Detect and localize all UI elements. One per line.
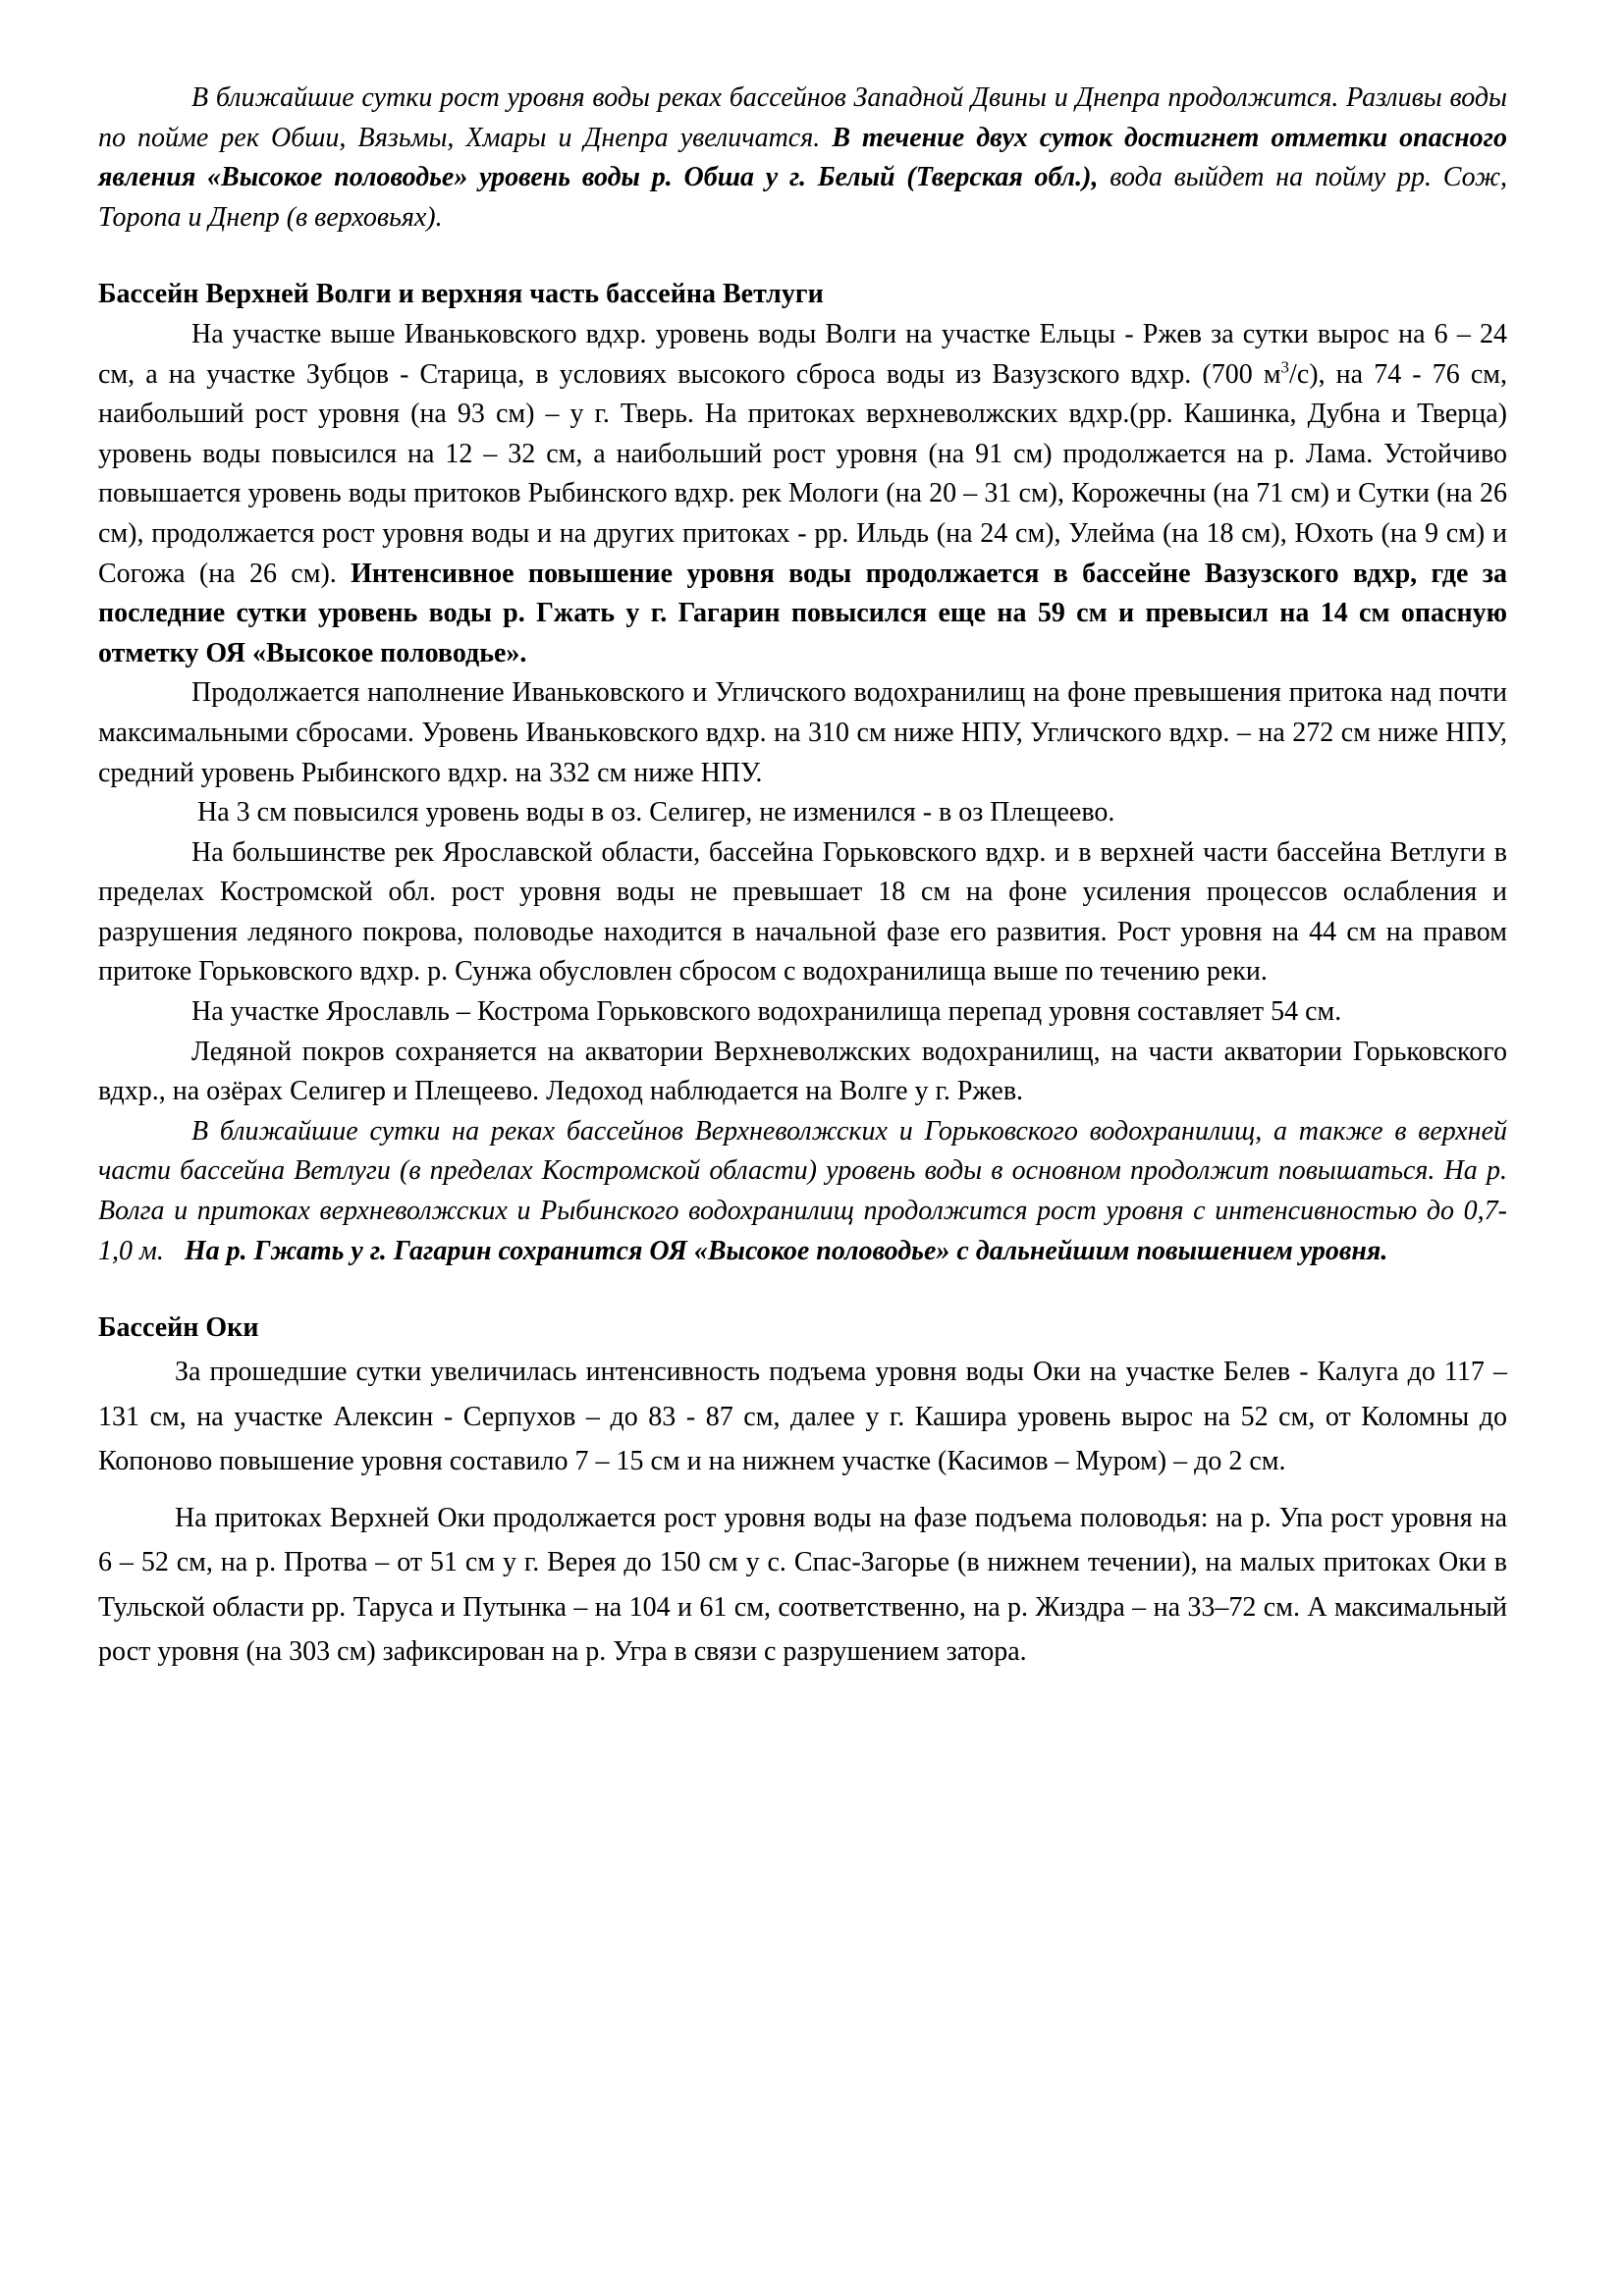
forecast-warning-bold: На р. Гжать у г. Гагарин сохранится ОЯ «Высокое половодье» с дальнейшим повышением уровня. — [184, 1235, 1388, 1266]
paragraph-text: На участке выше Иваньковского вдхр. уровень воды Волги на участке Ельцы - Ржев за сутки вырос на 6 – 24 см, а на участке Зубцов - Старица, в условиях высокого сброса воды из Вазузского вдхр. (700 м — [98, 318, 1507, 390]
paragraph-reservoir-filling: Продолжается наполнение Иваньковского и Угличского водохранилищ на фоне превышения притока над почти максимальными сбросами. Уровень Иваньковского вдхр. на 310 см ниже НПУ, Угличского вдхр. – на 272 см ниже НПУ, средний уровень Рыбинского вдхр. на 332 см ниже НПУ. — [98, 677, 1507, 788]
section-heading-oka: Бассейн Оки — [98, 1312, 259, 1344]
paragraph-text: /с), на 74 - 76 см, наибольший рост уровня (на 93 см) – у г. Тверь. На притоках верхневолжских вдхр.(рр. Кашинка, Дубна и Тверца) уровень воды повысился на 12 – 32 см, а наибольший рост уровня (на 91 см) продолжается на р. Лама. Устойчиво повышается уровень воды притоков Рыбинского вдхр. рек Мологи (на 20 – 31 см), Корожечны (на 71 см) и Сутки (на 26 см), продолжается рост уровня воды и на других притоках - рр. Ильдь (на 24 см), Улейма (на 18 см), Юхоть (на 9 см) и Согожа (на 26 см). — [98, 358, 1507, 589]
section-heading-upper-volga: Бассейн Верхней Волги и верхняя часть бассейна Ветлуги — [98, 279, 824, 310]
forecast-text: В ближайшие сутки рост уровня воды реках бассейнов Западной Двины и Днепра продолжится. Разливы воды по пойме рек Обши, Вязьмы, Хмары и Днепра увеличатся. — [98, 82, 1507, 153]
paragraph-oka-tributaries: На притоках Верхней Оки продолжается рост уровня воды на фазе подъема половодья: на р. Упа рост уровня на 6 – 52 см, на р. Протва – от 51 см у г. Верея до 150 см у с. Спас-Загорье (в нижнем течении), на малых притоках Оки в Тульской области рр. Таруса и Путынка – на 104 и 61 см, соответственно, на р. Жиздра – на 33–72 см. А максимальный рост уровня (на 303 см) зафиксирован на р. Угра в связи с разрушением затора. — [98, 1502, 1507, 1668]
paragraph-lakes: На 3 см повысился уровень воды в оз. Селигер, не изменился - в оз Плещеево. — [197, 797, 1115, 828]
paragraph-ice-cover: Ледяной покров сохраняется на акватории Верхневолжских водохранилищ, на части акватории Горьковского вдхр., на озёрах Селигер и Плещеево. Ледоход наблюдается на Волге у г. Ржев. — [98, 1036, 1507, 1107]
section-intro-forecast — [98, 79, 1507, 238]
warning-bold-gzhat: Интенсивное повышение уровня воды продолжается в бассейне Вазузского вдхр, где за последние сутки уровень воды р. Гжать у г. Гагарин повысился еще на 59 см и превысил на 14 см опасную отметку ОЯ «Высокое половодье». — [98, 558, 1507, 668]
superscript-3: 3 — [1280, 357, 1290, 377]
paragraph-yaroslavl-rivers: На большинстве рек Ярославской области, бассейна Горьковского вдхр. и в верхней части бассейна Ветлуги в пределах Костромской обл. рост уровня воды не превышает 18 см на фоне усиления процессов ослабления и разрушения ледяного покрова, половодье находится в начальной фазе его развития. Рост уровня на 44 см на правом притоке Горьковского вдхр. р. Сунжа обусловлен сбросом с водохранилища выше по течению реки. — [98, 836, 1507, 988]
forecast-text: В ближайшие сутки на реках бассейнов Верхневолжских и Горьковского водохранилищ, а также в верхней части бассейна Ветлуги (в пределах Костромской области) уровень воды в основном продолжит повышаться. На р. Волга и притоках верхневолжских и Рыбинского водохранилищ продолжится рост уровня с интенсивностью до 0,7-1,0 м. — [98, 1115, 1507, 1266]
forecast-paragraph-dvina-dnieper — [98, 79, 1507, 238]
paragraph-volga-levels — [98, 315, 1507, 673]
document-page — [98, 79, 1507, 1675]
section-oka — [98, 1307, 1507, 1675]
paragraph-level-difference: На участке Ярославль – Кострома Горьковского водохранилища перепад уровня составляет 54 см. — [191, 996, 1342, 1028]
paragraph-oka-levels: За прошедшие сутки увеличилась интенсивность подъема уровня воды Оки на участке Белев - Калуга до 117 – 131 см, на участке Алексин - Серпухов – до 83 - 87 см, далее у г. Кашира уровень вырос на 52 см, от Коломны до Копоново повышение уровня составило 7 – 15 см и на нижнем участке (Касимов – Муром) – до 2 см. — [98, 1357, 1507, 1477]
paragraph-volga-forecast — [98, 1112, 1507, 1271]
forecast-warning-bold: В течение двух суток достигнет отметки опасного явления «Высокое половодье» уровень воды р. Обша у г. Белый (Тверская обл.), — [98, 122, 1507, 193]
section-upper-volga — [98, 275, 1507, 1271]
forecast-text-end: вода выйдет на пойму рр. Сож, Торопа и Днепр (в верховьях). — [98, 162, 1507, 233]
